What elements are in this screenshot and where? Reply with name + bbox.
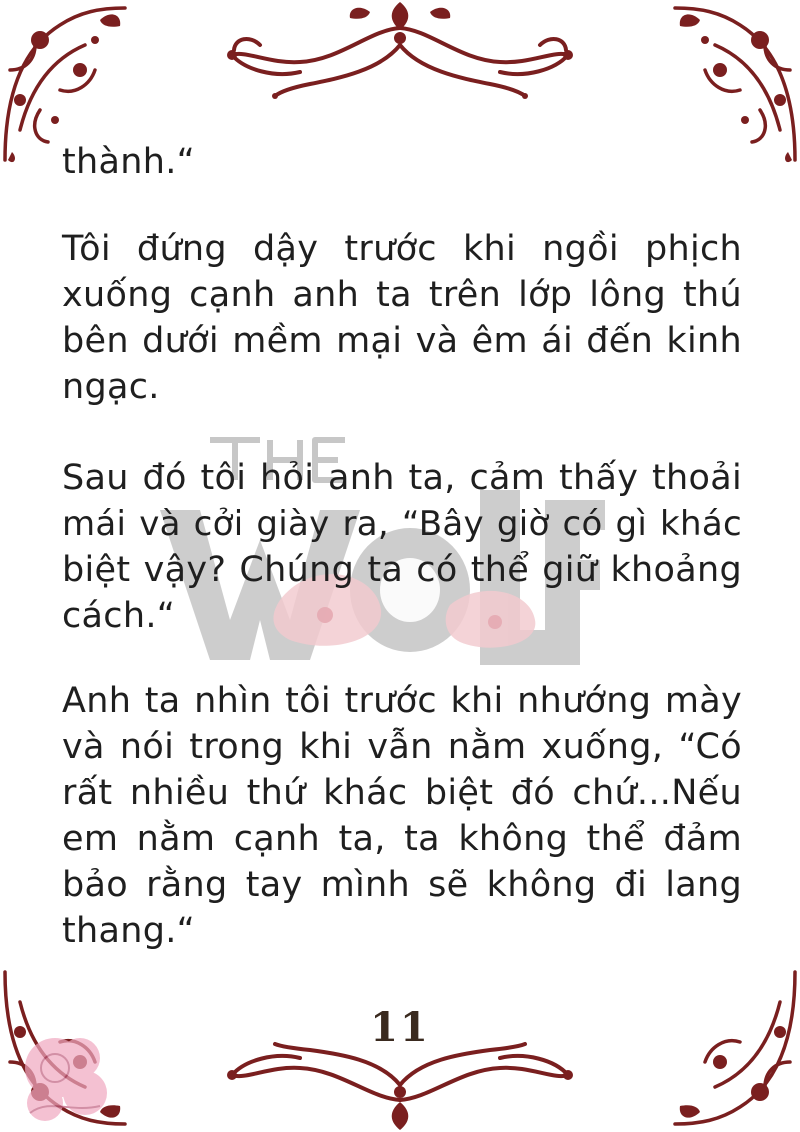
paragraph	[62, 139, 742, 185]
text-line: và nói trong khi vẫn nằm xuống, “Có	[62, 727, 742, 767]
text-line: biệt vậy? Chúng ta có thể giữ khoảng	[62, 550, 742, 590]
text-line: thành.“	[62, 142, 196, 182]
paragraph	[62, 678, 742, 954]
text-line: Anh ta nhìn tôi trước khi nhướng mày	[62, 681, 742, 721]
text-line: mái và cởi giày ra, “Bây giờ có gì khác	[62, 504, 742, 544]
text-line: Tôi đứng dậy trước khi ngồi phịch	[62, 229, 742, 269]
page-number: 11	[370, 1004, 430, 1051]
text-line: rất nhiều thứ khác biệt đó chứ...Nếu	[62, 773, 742, 813]
pink-stamp-logo	[10, 1018, 120, 1128]
text-line: thang.“	[62, 911, 196, 951]
text-line: ngạc.	[62, 367, 160, 407]
text-line: xuống cạnh anh ta trên lớp lông thú	[62, 275, 742, 315]
bottom-flourish-ornament	[220, 1040, 580, 1132]
top-flourish-ornament	[220, 0, 580, 100]
text-line: em nằm cạnh ta, ta không thể đảm	[62, 819, 742, 859]
text-line: Sau đó tôi hỏi anh ta, cảm thấy thoải	[62, 458, 742, 498]
bottom-right-corner-ornament	[670, 962, 800, 1132]
paragraph	[62, 226, 742, 410]
text-line: bảo rằng tay mình sẽ không đi lang	[62, 865, 742, 905]
paragraph	[62, 455, 742, 639]
text-line: bên dưới mềm mại và êm ái đến kinh	[62, 321, 742, 361]
text-line: cách.“	[62, 596, 176, 636]
